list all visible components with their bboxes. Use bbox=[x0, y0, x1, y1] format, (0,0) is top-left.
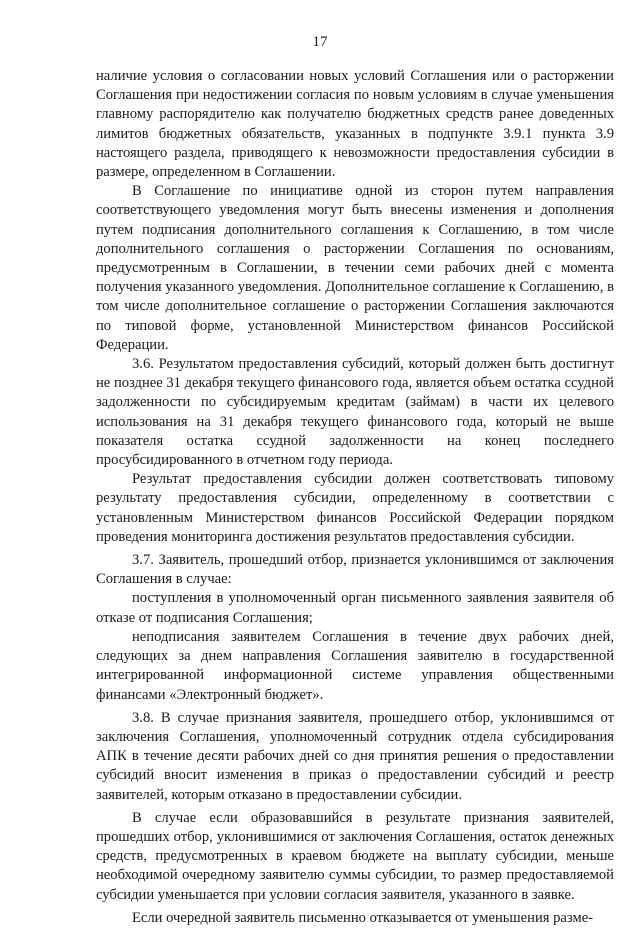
paragraph-3-8-changes: 3.8. В случае признания заявителя, прошедшего отбор, уклонившимся от заключения Соглашения, уполномоченный сотрудник отдела субсидирования АПК в течение десяти рабочих дней со дня принятия решения о предоставлении субсидий вносит изменения в приказ о предоставлении субсидий и реестр заявителей, которым отказано в предоставлении субсидии. bbox=[96, 709, 614, 803]
paragraph-condition-continuation: наличие условия о согласовании новых условий Соглашения или о расторжении Соглашения при недостижении согласия по новым условиям в случае уменьшения главному распорядителю как получателю бюджетных средств ранее доведенных лимитов бюджетных обязательств, указанных в подпункте 3.9.1 пункта 3.9 настоящего раздела, приводящего к невозможности предоставления субсидии в размере, определенном в Соглашении. bbox=[96, 68, 614, 181]
paragraph-non-signing: неподписания заявителем Соглашения в течение двух рабочих дней, следующих за днем направления Соглашения заявителю в государственной интегрированной информационной системе управления общественными финансами «Электронный бюджет». bbox=[96, 628, 614, 703]
paragraph-agreement-amendments: В Соглашение по инициативе одной из сторон путем направления соответствующего уведомления могут быть внесены изменения и дополнения путем подписания дополнительного соглашения к Соглашению, в том числе дополнительного соглашения о расторжении Соглашения по основаниям, предусмотренным в Соглашении, в течении семи рабочих дней с момента получения указанного уведомления. Дополнительное соглашение к Соглашению, в том числе дополнительное соглашение о расторжении Соглашения заключаются по типовой форме, установленной Министерством финансов Российской Федерации. bbox=[96, 183, 614, 353]
paragraph-written-refusal: поступления в уполномоченный орган письменного заявления заявителя об отказе от подписания Соглашения; bbox=[96, 590, 614, 626]
paragraph-3-6-result: 3.6. Результатом предоставления субсидий, который должен быть достигнут не позднее 31 декабря текущего финансового года, является объем остатка ссудной задолженности по субсидируемым кредитам (займам) в части их целевого использования на 31 декабря текущего финансового года, который не выше показателя остатка ссудной задолженности на конец последнего просубсидированного в отчетном году периода. bbox=[96, 356, 614, 469]
document-body bbox=[96, 67, 614, 928]
paragraph-typical-result: Результат предоставления субсидии должен соответствовать типовому результату предоставления субсидии, определенному в соответствии с установленным Министерством финансов Российской Федерации порядком проведения мониторинга достижения результатов предоставления субсидии. bbox=[96, 471, 614, 545]
page-number: 17 bbox=[312, 34, 328, 50]
paragraph-remaining-funds: В случае если образовавшийся в результате признания заявителей, прошедших отбор, уклонившимися от заключения Соглашения, остаток денежных средств, предусмотренных в краевом бюджете на выплату субсидии, меньше необходимой очередному заявителю суммы субсидии, то размер предоставляемой субсидии уменьшается при условии согласия заявителя, указанного в заявке. bbox=[96, 809, 614, 903]
paragraph-3-7-evasion: 3.7. Заявитель, прошедший отбор, признается уклонившимся от заключения Соглашения в случае: bbox=[96, 552, 614, 588]
paragraph-refusal-reduction: Если очередной заявитель письменно отказывается от уменьшения разме- bbox=[132, 909, 594, 926]
